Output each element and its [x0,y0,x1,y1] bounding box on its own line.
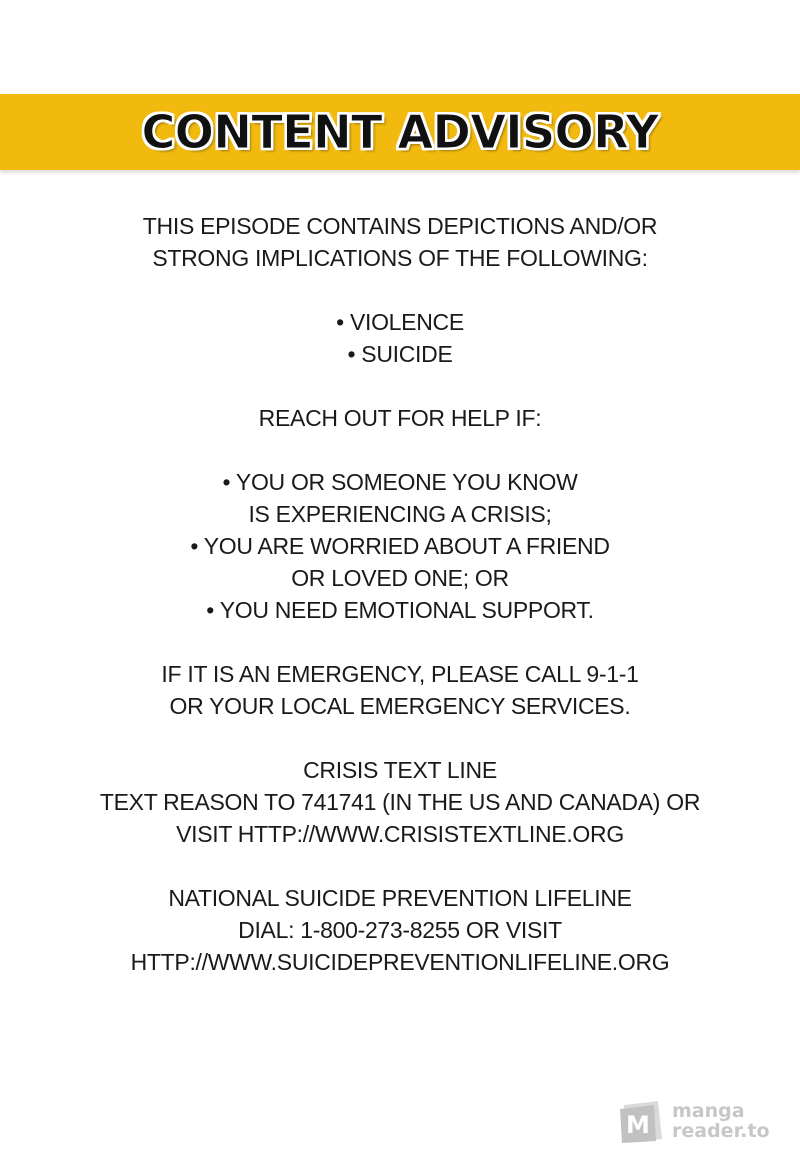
banner-title: CONTENT ADVISORY [141,105,659,159]
help-reasons-list [0,466,800,626]
help-heading-block [0,402,800,434]
help-reason-line: • YOU NEED EMOTIONAL SUPPORT. [206,597,594,623]
help-reason-line: • YOU ARE WORRIED ABOUT A FRIEND [190,533,610,559]
topics-list [0,306,800,370]
help-reason-line: • YOU OR SOMEONE YOU KNOW [222,469,578,495]
emergency-line: IF IT IS AN EMERGENCY, PLEASE CALL 9-1-1 [161,661,639,687]
lifeline-phone: DIAL: 1-800-273-8255 OR VISIT [238,917,562,943]
emergency-line: OR YOUR LOCAL EMERGENCY SERVICES. [169,693,631,719]
crisis-text-line-title: CRISIS TEXT LINE [303,757,497,783]
topic-item: • VIOLENCE [336,309,464,335]
site-watermark [618,1093,788,1149]
lifeline-url: HTTP://WWW.SUICIDEPREVENTIONLIFELINE.ORG [130,949,670,975]
watermark-logo-icon [618,1097,664,1145]
intro-line: THIS EPISODE CONTAINS DEPICTIONS AND/OR [142,213,658,239]
lifeline-block [0,882,800,978]
watermark-line: reader.to [672,1120,770,1142]
topic-item: • SUICIDE [347,341,453,367]
crisis-text-line-instructions: TEXT REASON TO 741741 (IN THE US AND CANADA) OR [99,789,701,815]
watermark-line: manga [672,1100,745,1122]
advisory-body [0,210,800,1010]
advisory-banner [0,94,800,170]
lifeline-title: NATIONAL SUICIDE PREVENTION LIFELINE [168,885,632,911]
watermark-logo-letter: M [626,1111,650,1139]
help-heading: REACH OUT FOR HELP IF: [258,405,542,431]
help-reason-line: OR LOVED ONE; OR [291,565,509,591]
watermark-text [672,1101,770,1141]
intro-block [0,210,800,274]
crisis-text-line-block [0,754,800,850]
emergency-block [0,658,800,722]
crisis-text-line-url: VISIT HTTP://WWW.CRISISTEXTLINE.ORG [176,821,624,847]
help-reason-line: IS EXPERIENCING A CRISIS; [248,501,552,527]
intro-line: STRONG IMPLICATIONS OF THE FOLLOWING: [152,245,648,271]
